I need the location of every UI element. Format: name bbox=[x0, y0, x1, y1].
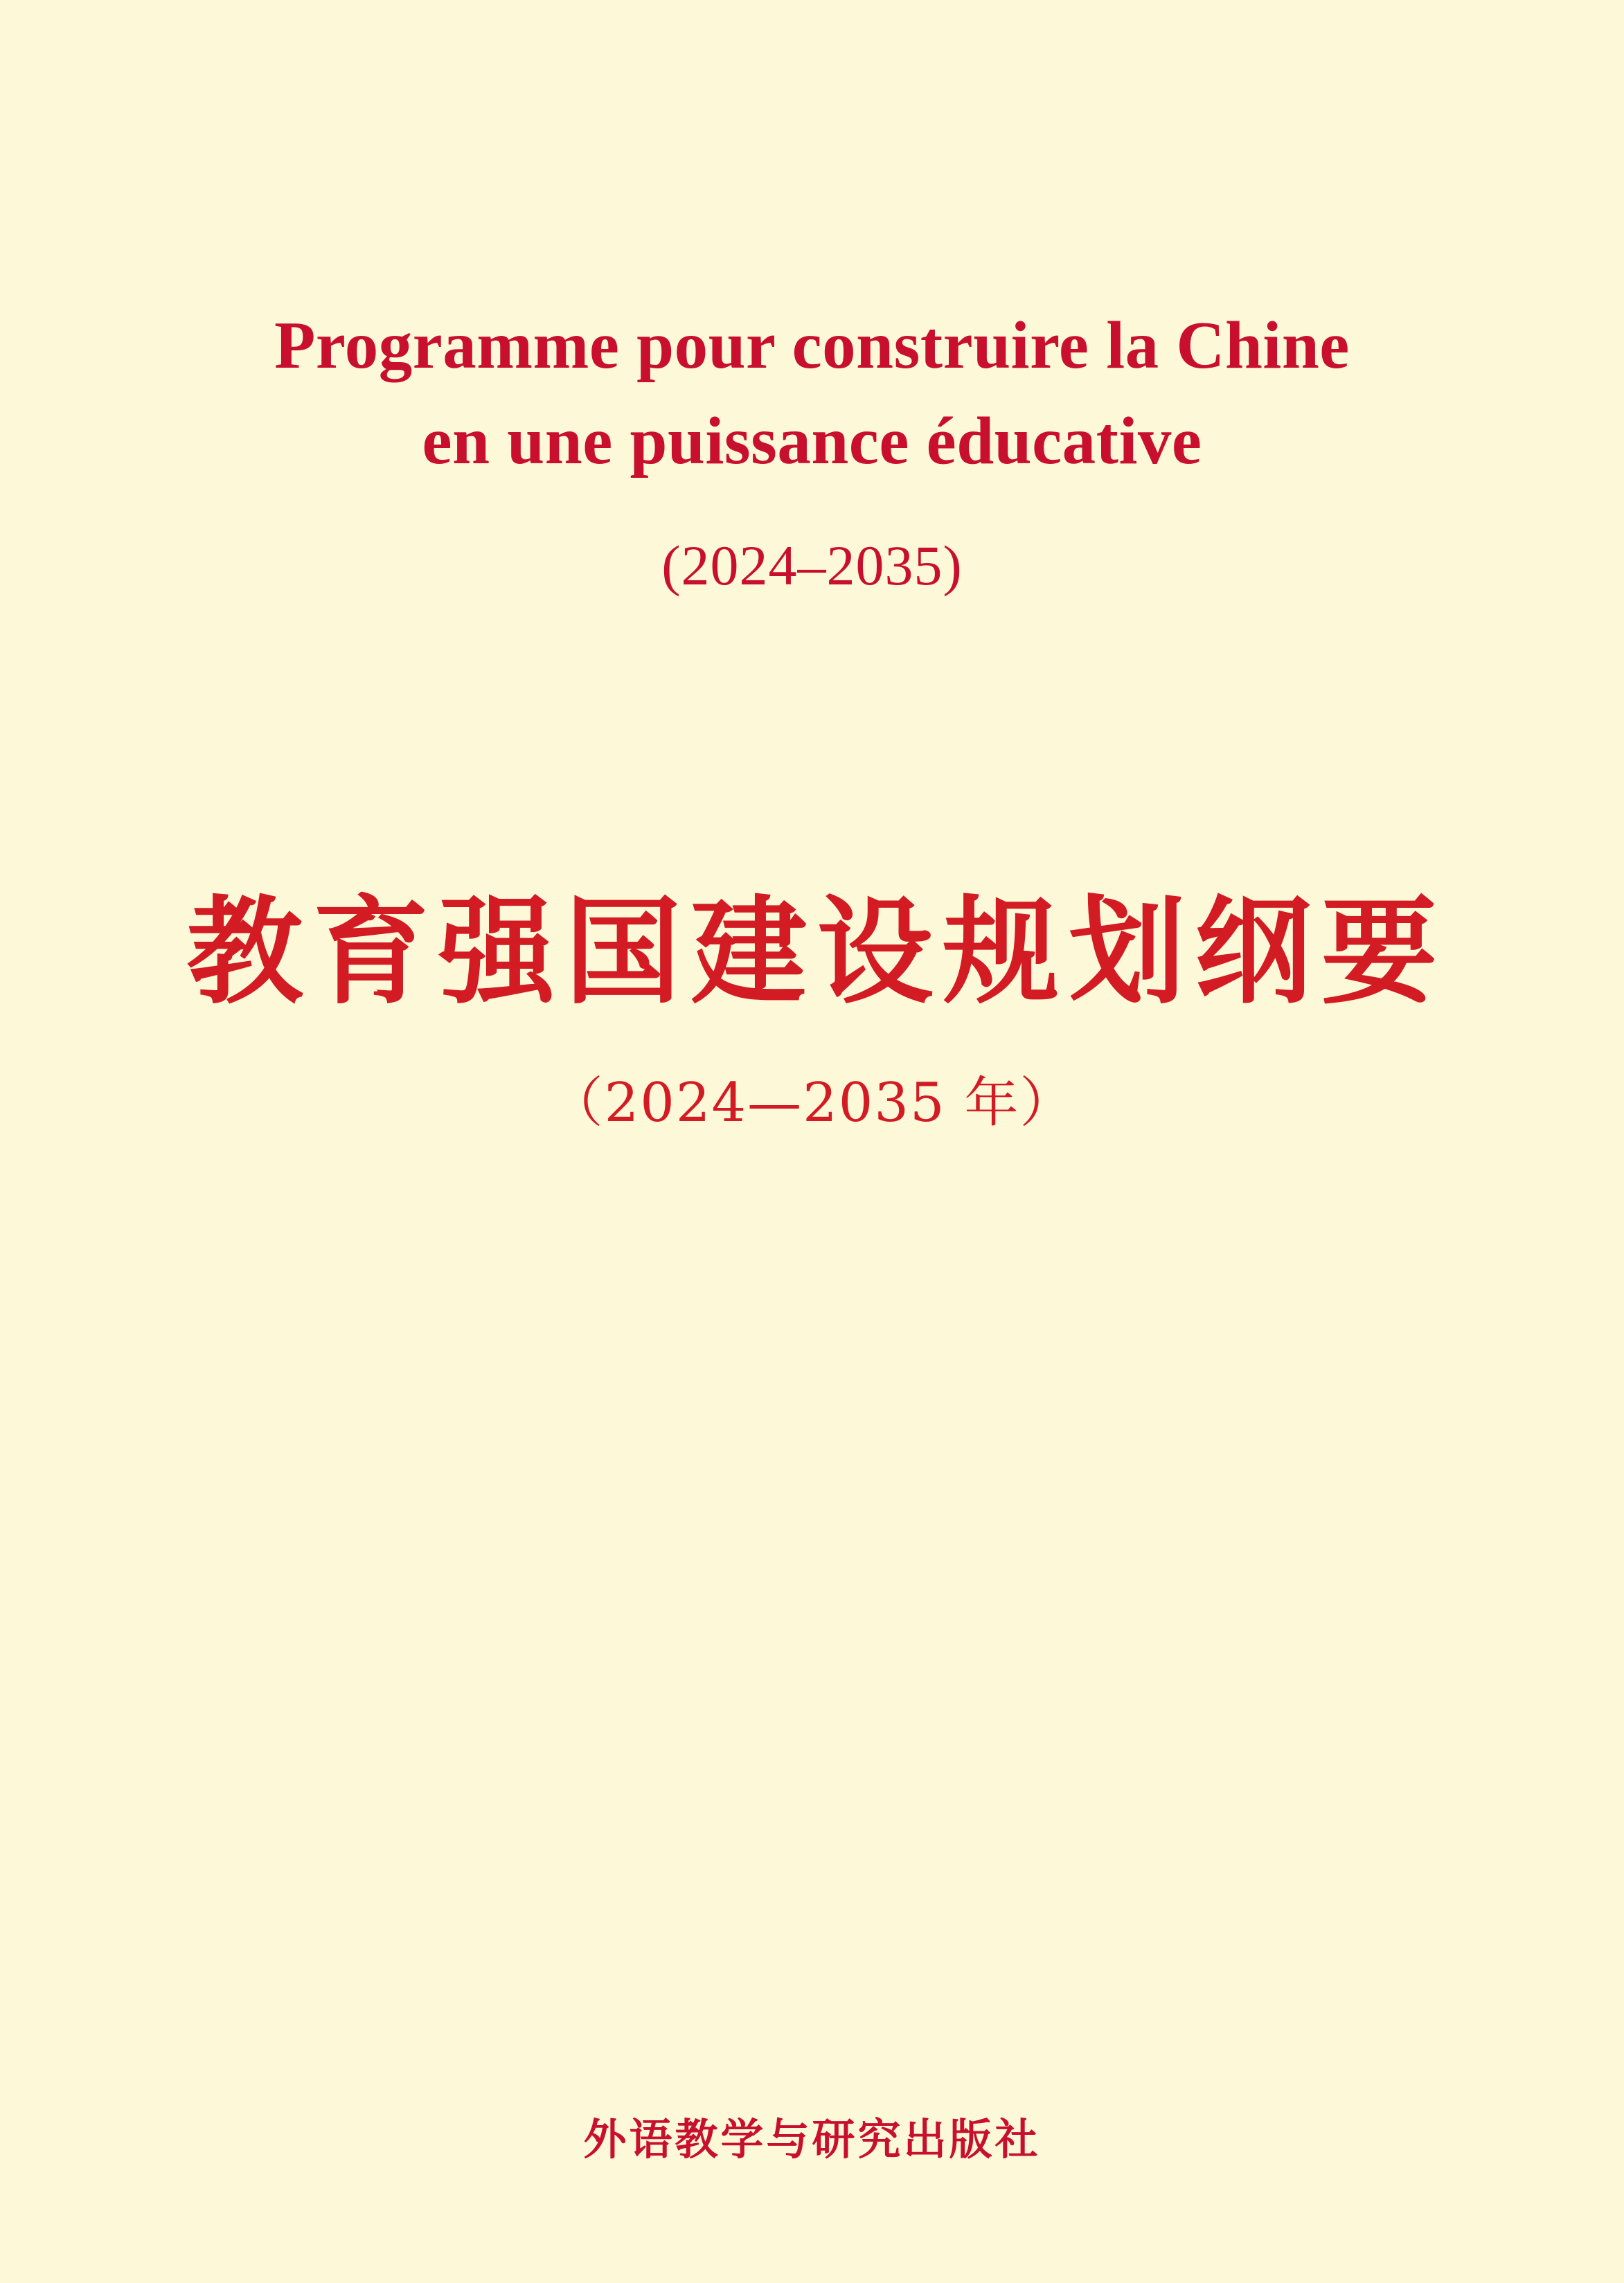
french-subtitle-years: (2024–2035) bbox=[661, 534, 963, 597]
chinese-title: 教育强国建设规划纲要 bbox=[186, 884, 1447, 1020]
chinese-subtitle-years: （2024—2035 年） bbox=[548, 1072, 1076, 1134]
french-title bbox=[154, 298, 1470, 488]
french-title-line-2: en une puissance éducative bbox=[422, 403, 1202, 478]
french-title-line-1: Programme pour construire la Chine bbox=[274, 308, 1350, 382]
publisher-name: 外语教学与研究出版社 bbox=[583, 2114, 1041, 2165]
